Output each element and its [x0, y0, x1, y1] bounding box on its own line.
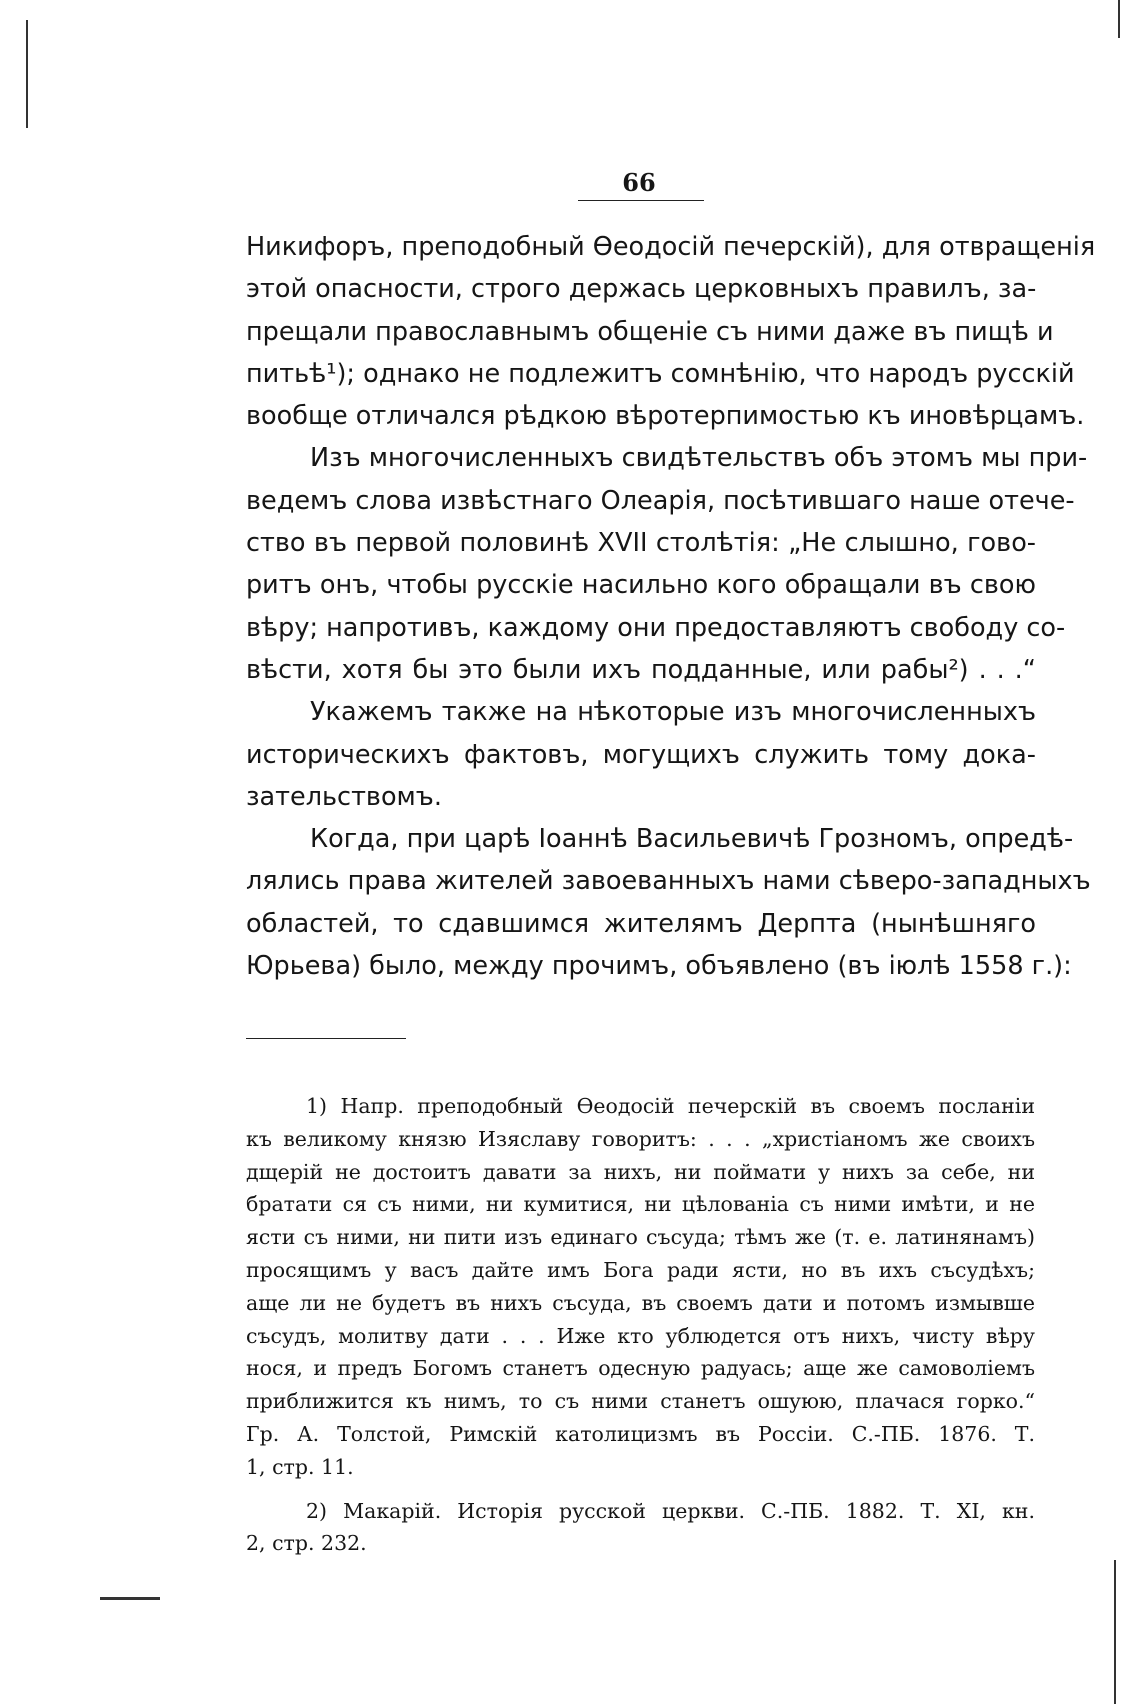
body-line: Юрьева) было, между прочимъ, объявлено (въ іюлѣ 1558 г.): [246, 951, 1072, 982]
body-line: историческихъ фактовъ, могущихъ служить тому дока- [246, 739, 1036, 770]
body-line: этой опасности, строго держась церковныхъ правилъ, за- [246, 274, 1037, 305]
body-line: Укажемъ также на нѣкоторые изъ многочисленныхъ [310, 697, 1036, 728]
body-line: ритъ онъ, чтобы русскіе насильно кого обращали въ свою [246, 570, 1036, 601]
footnote-line: нося, и предъ Богомъ станетъ одесную радуась; аще же самоволіемъ [246, 1356, 1035, 1381]
body-line: ведемъ слова извѣстнаго Олеарія, посѣтившаго наше отече- [246, 485, 1075, 516]
scan-edge-line-left [26, 20, 28, 128]
footnote-line: ясти съ ними, ни пити изъ единаго съсуда; тѣмъ же (т. е. латинянамъ) [246, 1225, 1035, 1250]
body-line: ство въ первой половинѣ XVII столѣтія: „Не слышно, гово- [246, 528, 1036, 559]
footnote-separator [246, 1038, 406, 1039]
body-line: Когда, при царѣ Іоаннѣ Васильевичѣ Грозномъ, опредѣ- [310, 824, 1074, 855]
footnote-line: дщерій не достоитъ давати за нихъ, ни поймати у нихъ за себе, ни [246, 1159, 1035, 1184]
body-line: зательствомъ. [246, 781, 442, 812]
footnote-line: аще ли не будетъ въ нихъ съсуда, въ своемъ дати и потомъ измывше [246, 1290, 1035, 1315]
body-line: областей, то сдавшимся жителямъ Дерпта (нынѣшняго [246, 908, 1036, 939]
footnote-line: приближится къ нимъ, то съ ними станетъ ошуюю, плачася горко.“ [246, 1389, 1035, 1414]
footnote-line: просящимъ у васъ дайте имъ Бога ради ясти, но въ ихъ съсудѣхъ; [246, 1257, 1035, 1282]
page-number-rule [578, 200, 704, 201]
footnote-line: 2, стр. 232. [246, 1531, 367, 1556]
body-line: прещали православнымъ общеніе съ ними даже въ пищѣ и [246, 316, 1054, 347]
scan-edge-line-right-top [1118, 0, 1120, 38]
footnote-gap [246, 1484, 1035, 1495]
footnotes [246, 1090, 1035, 1560]
body-line: Никифоръ, преподобный Өеодосій печерскій), для отвращенія [246, 232, 1096, 262]
footnote-line: Гр. А. Толстой, Римскій католицизмъ въ Россіи. С.-ПБ. 1876. Т. [246, 1421, 1035, 1446]
body-line: вѣсти, хотя бы это были ихъ подданные, или рабы²) . . .“ [246, 654, 1036, 685]
body-line: лялись права жителей завоеванныхъ нами сѣверо-западныхъ [246, 866, 1091, 897]
scan-mark [100, 1597, 160, 1600]
footnote-line: братати ся съ ними, ни кумитися, ни цѣлованіа съ ними имѣти, и не [246, 1192, 1035, 1217]
body-line: питьѣ¹); однако не подлежитъ сомнѣнію, что народъ русскій [246, 358, 1075, 389]
body-text [246, 226, 1096, 987]
footnote-line: къ великому князю Изяславу говоритъ: . . . „христіаномъ же своихъ [246, 1126, 1035, 1151]
body-line: вообще отличался рѣдкою вѣротерпимостью къ иновѣрцамъ. [246, 401, 1085, 432]
body-line: Изъ многочисленныхъ свидѣтельствъ объ этомъ мы при- [310, 443, 1088, 474]
scan-edge-line-right-bottom [1114, 1560, 1116, 1704]
footnote-line: съсудъ, молитву дати . . . Иже кто ублюдется отъ нихъ, чисту вѣру [246, 1323, 1035, 1348]
body-line: вѣру; напротивъ, каждому они предоставляютъ свободу со- [246, 612, 1066, 643]
footnote-line: 1) Напр. преподобный Өеодосій печерскій въ своемъ посланіи [306, 1094, 1035, 1118]
page-number: 66 [622, 168, 656, 197]
footnote-line: 1, стр. 11. [246, 1454, 354, 1479]
footnote-line: 2) Макарій. Исторія русской церкви. С.-ПБ. 1882. Т. XI, кн. [306, 1498, 1035, 1523]
